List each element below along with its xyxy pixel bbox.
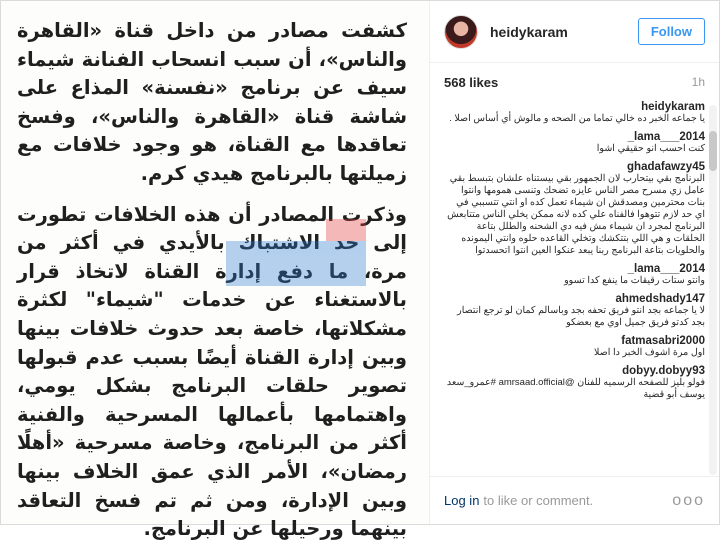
list-item xyxy=(444,335,705,359)
more-options-icon[interactable]: ooo xyxy=(672,491,705,509)
comment-text: فولو بليز للصفحه الرسميه للفنان @amrsaad.official #عمرو_سعد يوسف أبو قضية xyxy=(446,377,705,400)
comment-text: وانتو ستات رقيقات ما ينفع كدا تسوو xyxy=(564,275,705,286)
post-side-panel xyxy=(430,1,719,524)
list-item xyxy=(444,263,705,287)
username[interactable]: heidykaram xyxy=(490,23,568,40)
list-item xyxy=(444,293,705,329)
comment-text: يا جماعه الخبر ده خالي تماما من الصحه و مالوش أي أساس اصلا . xyxy=(449,113,705,124)
article-paragraph-2: وذكرت المصادر أن هذه الخلافات تطورت إلى حد الاشتباك بالأيدي في أكثر من مرة، ما دفع إدارة القناة لاتخاذ قرار بالاستغناء عن خدمات "شيماء" لكثرة مشكلاتها، خاصة بعد حدوث خلافات بينها وبين إدارة القناة أيضًا بسبب عدم قبولها تصوير حلقات البرنامج بشكل يومي، واهتمامها بأعمالها المسرحية والفنية أكثر من البرنامج، وخاصة مسرحية «أهلًا رمضان»، الأمر الذي عمق الخلاف بينها وبين الإدارة، ومن ثم تم فسخ التعاقد بينهما ورحيلها عن البرنامج. xyxy=(17,202,407,541)
comment-text: كنت احسب انو حقيقي اشوا xyxy=(596,143,705,154)
comment-user[interactable]: heidykaram xyxy=(641,101,705,113)
post-footer xyxy=(430,476,719,524)
comment-user[interactable]: fatmasabri2000 xyxy=(621,335,705,347)
article-text xyxy=(17,17,407,556)
comment-text: اول مرة اشوف الخبر دا اصلا xyxy=(593,347,705,358)
list-item xyxy=(444,161,705,257)
comment-user[interactable]: ahmedshady147 xyxy=(615,293,705,305)
post-time[interactable]: 1h xyxy=(691,75,705,89)
article-paragraph-1: كشفت مصادر من داخل قناة «القاهرة والناس»، أن سبب انسحاب الفنانة شيماء سيف عن برنامج «نفسنة» المذاع على شاشة قناة «القاهرة والناس»، وفسخ تعاقدها مع القناة، هو وجود خلافات مع زميلتها بالبرنامج هيدي كرم. xyxy=(17,19,407,185)
login-link[interactable]: Log in xyxy=(444,493,480,508)
comment-text: البرنامج بقي بيتحارب لان الجمهور بقي بيستناه علشان بتبسط بقي عامل زي مسرح مصر الناس عايزه تضحك وتنسى همومها وانتوا بنات محترمين ومصدقش ان شيماء تعمل كده او انتي تتسببي في اي حد لازم تتوهوا فالفناه علي كده لانه ممكن يخلي الناس متتابعش البرنامج لمجرد ان شيماء مش فيه دي الشحنه والطلل بتاعة الحلقات و هي اللي بتتكشك وتخلي القاعده حلوه وانتي اليمونده والحلويات بتاعة البرنامج ربنا يبعد عنكوا العين انتوا اتحسدتوا xyxy=(447,173,705,256)
comments-list[interactable] xyxy=(430,101,719,476)
likes-count[interactable]: 568 likes xyxy=(444,74,499,90)
comment-text: لا يا جماعه بجد انتو فريق تحفه بجد وباسالم كمان لو ترجع انتصار بجد كدتو فريق جميل اوي مع بعضكو xyxy=(457,305,705,328)
follow-button[interactable]: Follow xyxy=(638,18,705,45)
login-hint-text: to like or comment. xyxy=(483,493,594,508)
comment-user[interactable]: ghadafawzy45 xyxy=(627,161,705,173)
comment-user[interactable]: _lama___2014 xyxy=(627,263,705,275)
comment-user[interactable]: _lama___2014 xyxy=(627,131,705,143)
comment-user[interactable]: dobyy.dobyy93 xyxy=(622,365,705,377)
list-item xyxy=(444,131,705,155)
scrollbar-thumb[interactable] xyxy=(709,131,717,171)
post-header xyxy=(430,1,719,63)
post-stats xyxy=(430,63,719,101)
avatar[interactable] xyxy=(444,15,478,49)
list-item xyxy=(444,365,705,401)
post-image[interactable] xyxy=(1,1,430,541)
list-item xyxy=(444,101,705,125)
